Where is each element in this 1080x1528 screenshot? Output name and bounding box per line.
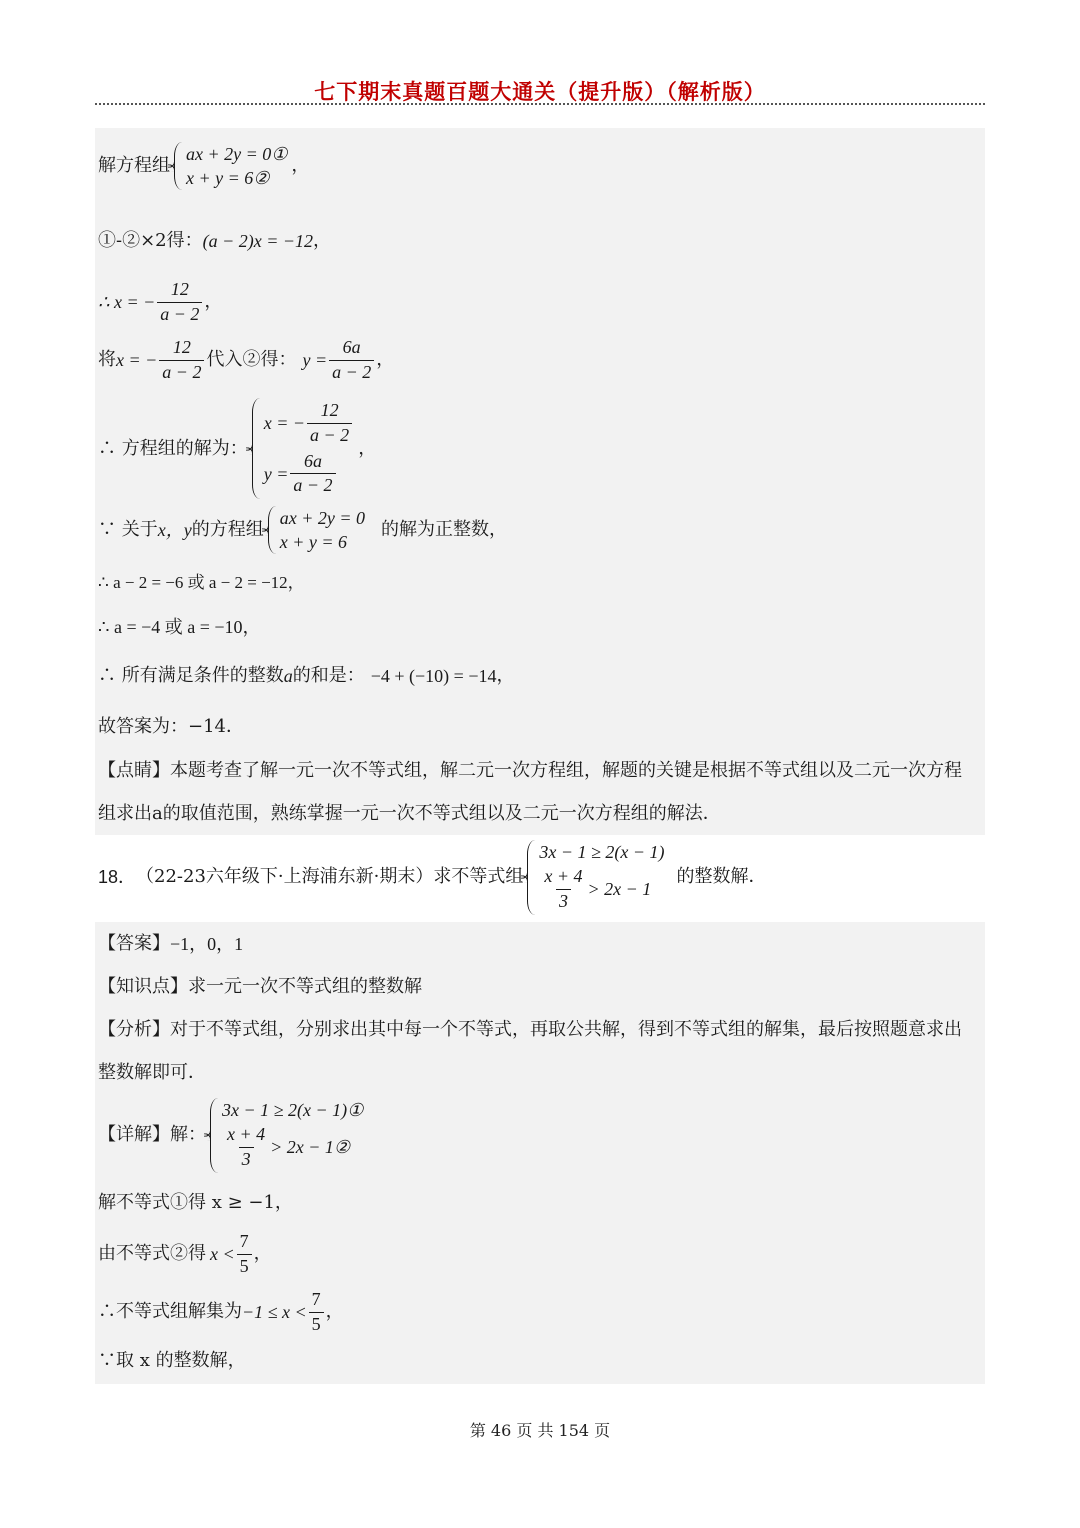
x-expr: ∴ x = −	[98, 292, 156, 313]
step-2-line	[98, 1232, 272, 1277]
punct: ，	[253, 1243, 272, 1265]
sum-expr: −4 + (−10) = −14	[370, 666, 497, 686]
step-2-expr: x <	[210, 1244, 235, 1265]
system-eq-2: x + y = 6	[279, 532, 347, 552]
step-3-expr: −1 ≤ x <	[242, 1302, 307, 1323]
inequality-system	[210, 1098, 363, 1173]
step-4-line: ∵取 x 的整数解，	[98, 1350, 246, 1371]
fraction: $\frac{12}{a - 2}$	[307, 401, 352, 446]
equation-system	[174, 142, 287, 190]
elimination-line	[98, 232, 331, 250]
fraction: $\frac{x + 4}{3}$	[544, 866, 583, 911]
punct: ，	[325, 1301, 344, 1323]
positive-integer-line	[98, 506, 507, 554]
fraction	[157, 280, 202, 325]
solution-x: x = − $\frac{12}{a - 2}$	[264, 398, 354, 449]
header-divider	[95, 103, 985, 105]
solution-label: ∴ 方程组的解为：	[98, 437, 248, 459]
punct: ，	[358, 437, 377, 459]
elimination-step: ①-②×2得：	[98, 230, 203, 251]
brace-icon	[527, 840, 536, 915]
detail-line	[98, 1098, 367, 1173]
fraction-denominator: a − 2	[329, 360, 374, 383]
inequality-system	[527, 840, 664, 915]
sum-text-2: 的和是：	[292, 665, 365, 686]
system-eq-1: ax + 2y = 0	[279, 508, 365, 528]
fraction-denominator: a − 2	[159, 360, 204, 383]
brace-icon	[210, 1098, 219, 1173]
x-value-line	[98, 280, 222, 325]
a-minus-2-line: ∴ a − 2 = −6 或 a − 2 = −12，	[98, 573, 305, 592]
punct: ，	[291, 155, 310, 176]
inequality-1: 3x − 1 ≥ 2(x − 1)①	[222, 1100, 364, 1120]
step-1-line: 解不等式①得 x ≥ −1，	[98, 1192, 293, 1213]
punct: ，	[496, 665, 515, 686]
system-solution-line	[98, 398, 376, 499]
y-expr: y =	[302, 350, 328, 371]
final-answer-line: 故答案为：−14．	[98, 716, 244, 737]
brace-icon	[252, 398, 261, 499]
solve-system-prefix: 解方程组	[98, 155, 170, 176]
variables-text: x，y	[157, 520, 192, 540]
knowledge-label: 【知识点】	[98, 976, 188, 997]
solution-system	[252, 398, 354, 499]
detail-label: 【详解】解：	[98, 1124, 206, 1146]
a-values-line: ∴ a = −4 或 a = −10，	[98, 617, 261, 637]
fraction: $\frac{6a}{a - 2}$	[290, 452, 335, 497]
fraction: $\frac{7}{5}$	[237, 1232, 252, 1277]
answer-value: −1，0，1	[170, 934, 244, 954]
solution-y: y = $\frac{6a}{a - 2}$	[264, 449, 354, 500]
fraction-denominator: a − 2	[157, 302, 202, 325]
fraction: $\frac{7}{5}$	[309, 1290, 324, 1335]
question-source: （22-23六年级下·上海浦东新·期末）求不等式组	[136, 866, 524, 888]
inequality-2: $\frac{x + 4}{3}$ > 2x − 1②	[222, 1122, 363, 1173]
substitute-text: 将	[98, 349, 116, 371]
step-3-text: ∴不等式组解集为	[98, 1301, 242, 1323]
sum-line	[98, 667, 514, 685]
brace-icon	[268, 506, 277, 554]
inequality-2: $\frac{x + 4}{3}$ > 2x − 1	[539, 864, 664, 915]
substitute-line	[98, 338, 394, 383]
x-expr: x = −	[116, 350, 158, 371]
punct: ，	[313, 230, 332, 251]
sum-text: ∴ 所有满足条件的整数	[98, 665, 284, 686]
fraction-numerator: 12	[172, 337, 191, 357]
answer-line	[98, 935, 243, 953]
page-footer: 第 46 页 共 154 页	[469, 1421, 611, 1440]
analysis-paragraph: 【分析】对于不等式组，分别求出其中每一个不等式，再取公共解，得到不等式组的解集，最后按照题意求出整数解即可．	[98, 1019, 962, 1083]
fraction-numerator: 6a	[342, 337, 361, 357]
page-header-title: 七下期末真题百题大通关（提升版）（解析版）	[314, 79, 766, 104]
answer-label: 【答案】	[98, 933, 170, 954]
positive-integer-text: 的解为正整数，	[381, 519, 507, 540]
because-text: ∵ 关于	[98, 519, 158, 540]
brace-icon	[174, 142, 183, 190]
step-3-line	[98, 1290, 344, 1335]
system-text: 的方程组	[191, 519, 264, 540]
substitute-text-2: 代入②得：	[206, 349, 297, 371]
step-2-text: 由不等式②得	[98, 1243, 206, 1265]
equation-system	[268, 506, 365, 554]
punct: ，	[376, 349, 395, 371]
question-number: 18．	[98, 867, 137, 888]
solve-system-line	[98, 142, 309, 190]
question-suffix: 的整数解．	[676, 866, 767, 888]
question-18	[98, 840, 767, 915]
inequality-1: 3x − 1 ≥ 2(x − 1)	[539, 842, 665, 862]
knowledge-value: 求一元一次不等式组的整数解	[188, 976, 422, 997]
fraction: $\frac{x + 4}{3}$	[227, 1124, 266, 1169]
variable-a: a	[283, 666, 293, 686]
system-eq-1: ax + 2y = 0①	[186, 144, 288, 164]
knowledge-line	[98, 978, 422, 996]
fraction	[159, 338, 204, 383]
system-eq-2: x + y = 6②	[186, 168, 270, 188]
punct: ，	[204, 291, 223, 313]
elimination-result: (a − 2)x = −12	[202, 231, 314, 251]
comment-paragraph: 【点睛】本题考查了解一元一次不等式组，解二元一次方程组，解题的关键是根据不等式组以及二元一次方程组求出a的取值范围，熟练掌握一元一次不等式组以及二元一次方程组的解法．	[98, 760, 962, 824]
fraction-numerator: 12	[170, 279, 189, 299]
fraction	[329, 338, 374, 383]
